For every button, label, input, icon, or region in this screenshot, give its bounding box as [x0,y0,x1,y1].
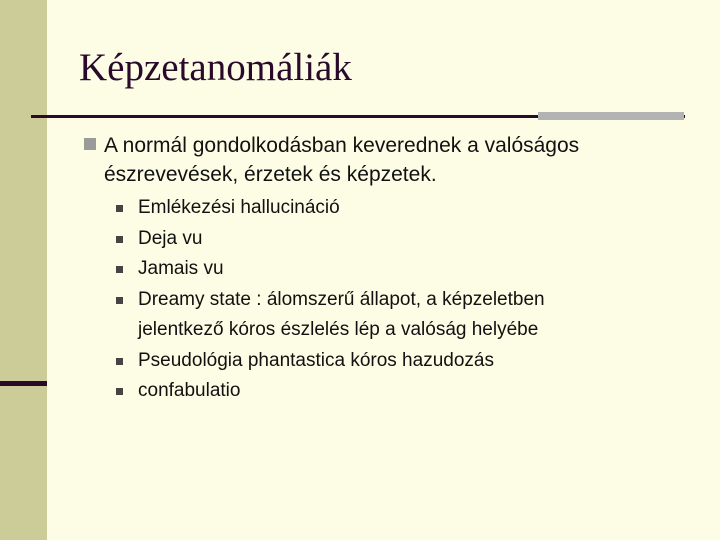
sub-point-text: Jamais vu [138,258,224,279]
list-item [114,376,545,407]
small-square-bullet-icon [116,205,123,212]
main-point-line-2: észrevevések, érzetek és képzetek. [104,163,437,186]
sub-point-text: Deja vu [138,227,203,249]
small-square-bullet-icon [116,358,123,365]
list-item [114,285,545,346]
main-point-line-1: A normál gondolkodásban keverednek a valóságos [104,134,580,157]
list-item [114,254,545,285]
sub-point-text [138,285,545,346]
sub-point-text: Emlékezési hallucináció [138,197,340,218]
main-point [104,131,694,189]
list-item [114,224,545,255]
small-square-bullet-icon [116,297,123,304]
sub-point-text: Pseudológia phantastica kóros hazudozás [138,349,494,371]
square-bullet-icon [84,138,96,150]
sub-point-line-1: Dreamy state : álomszerű állapot, a képzeletben [138,288,545,310]
sub-point-text: confabulatio [138,380,241,401]
slide-title: Képzetanomáliák [79,46,352,89]
small-square-bullet-icon [116,388,123,395]
list-item [114,193,545,224]
small-square-bullet-icon [116,266,123,273]
sub-point-line-2: jelentkező kóros észlelés lép a valóság helyébe [138,319,539,340]
small-square-bullet-icon [116,236,123,243]
sub-point-list [114,193,545,407]
list-item [114,346,545,377]
